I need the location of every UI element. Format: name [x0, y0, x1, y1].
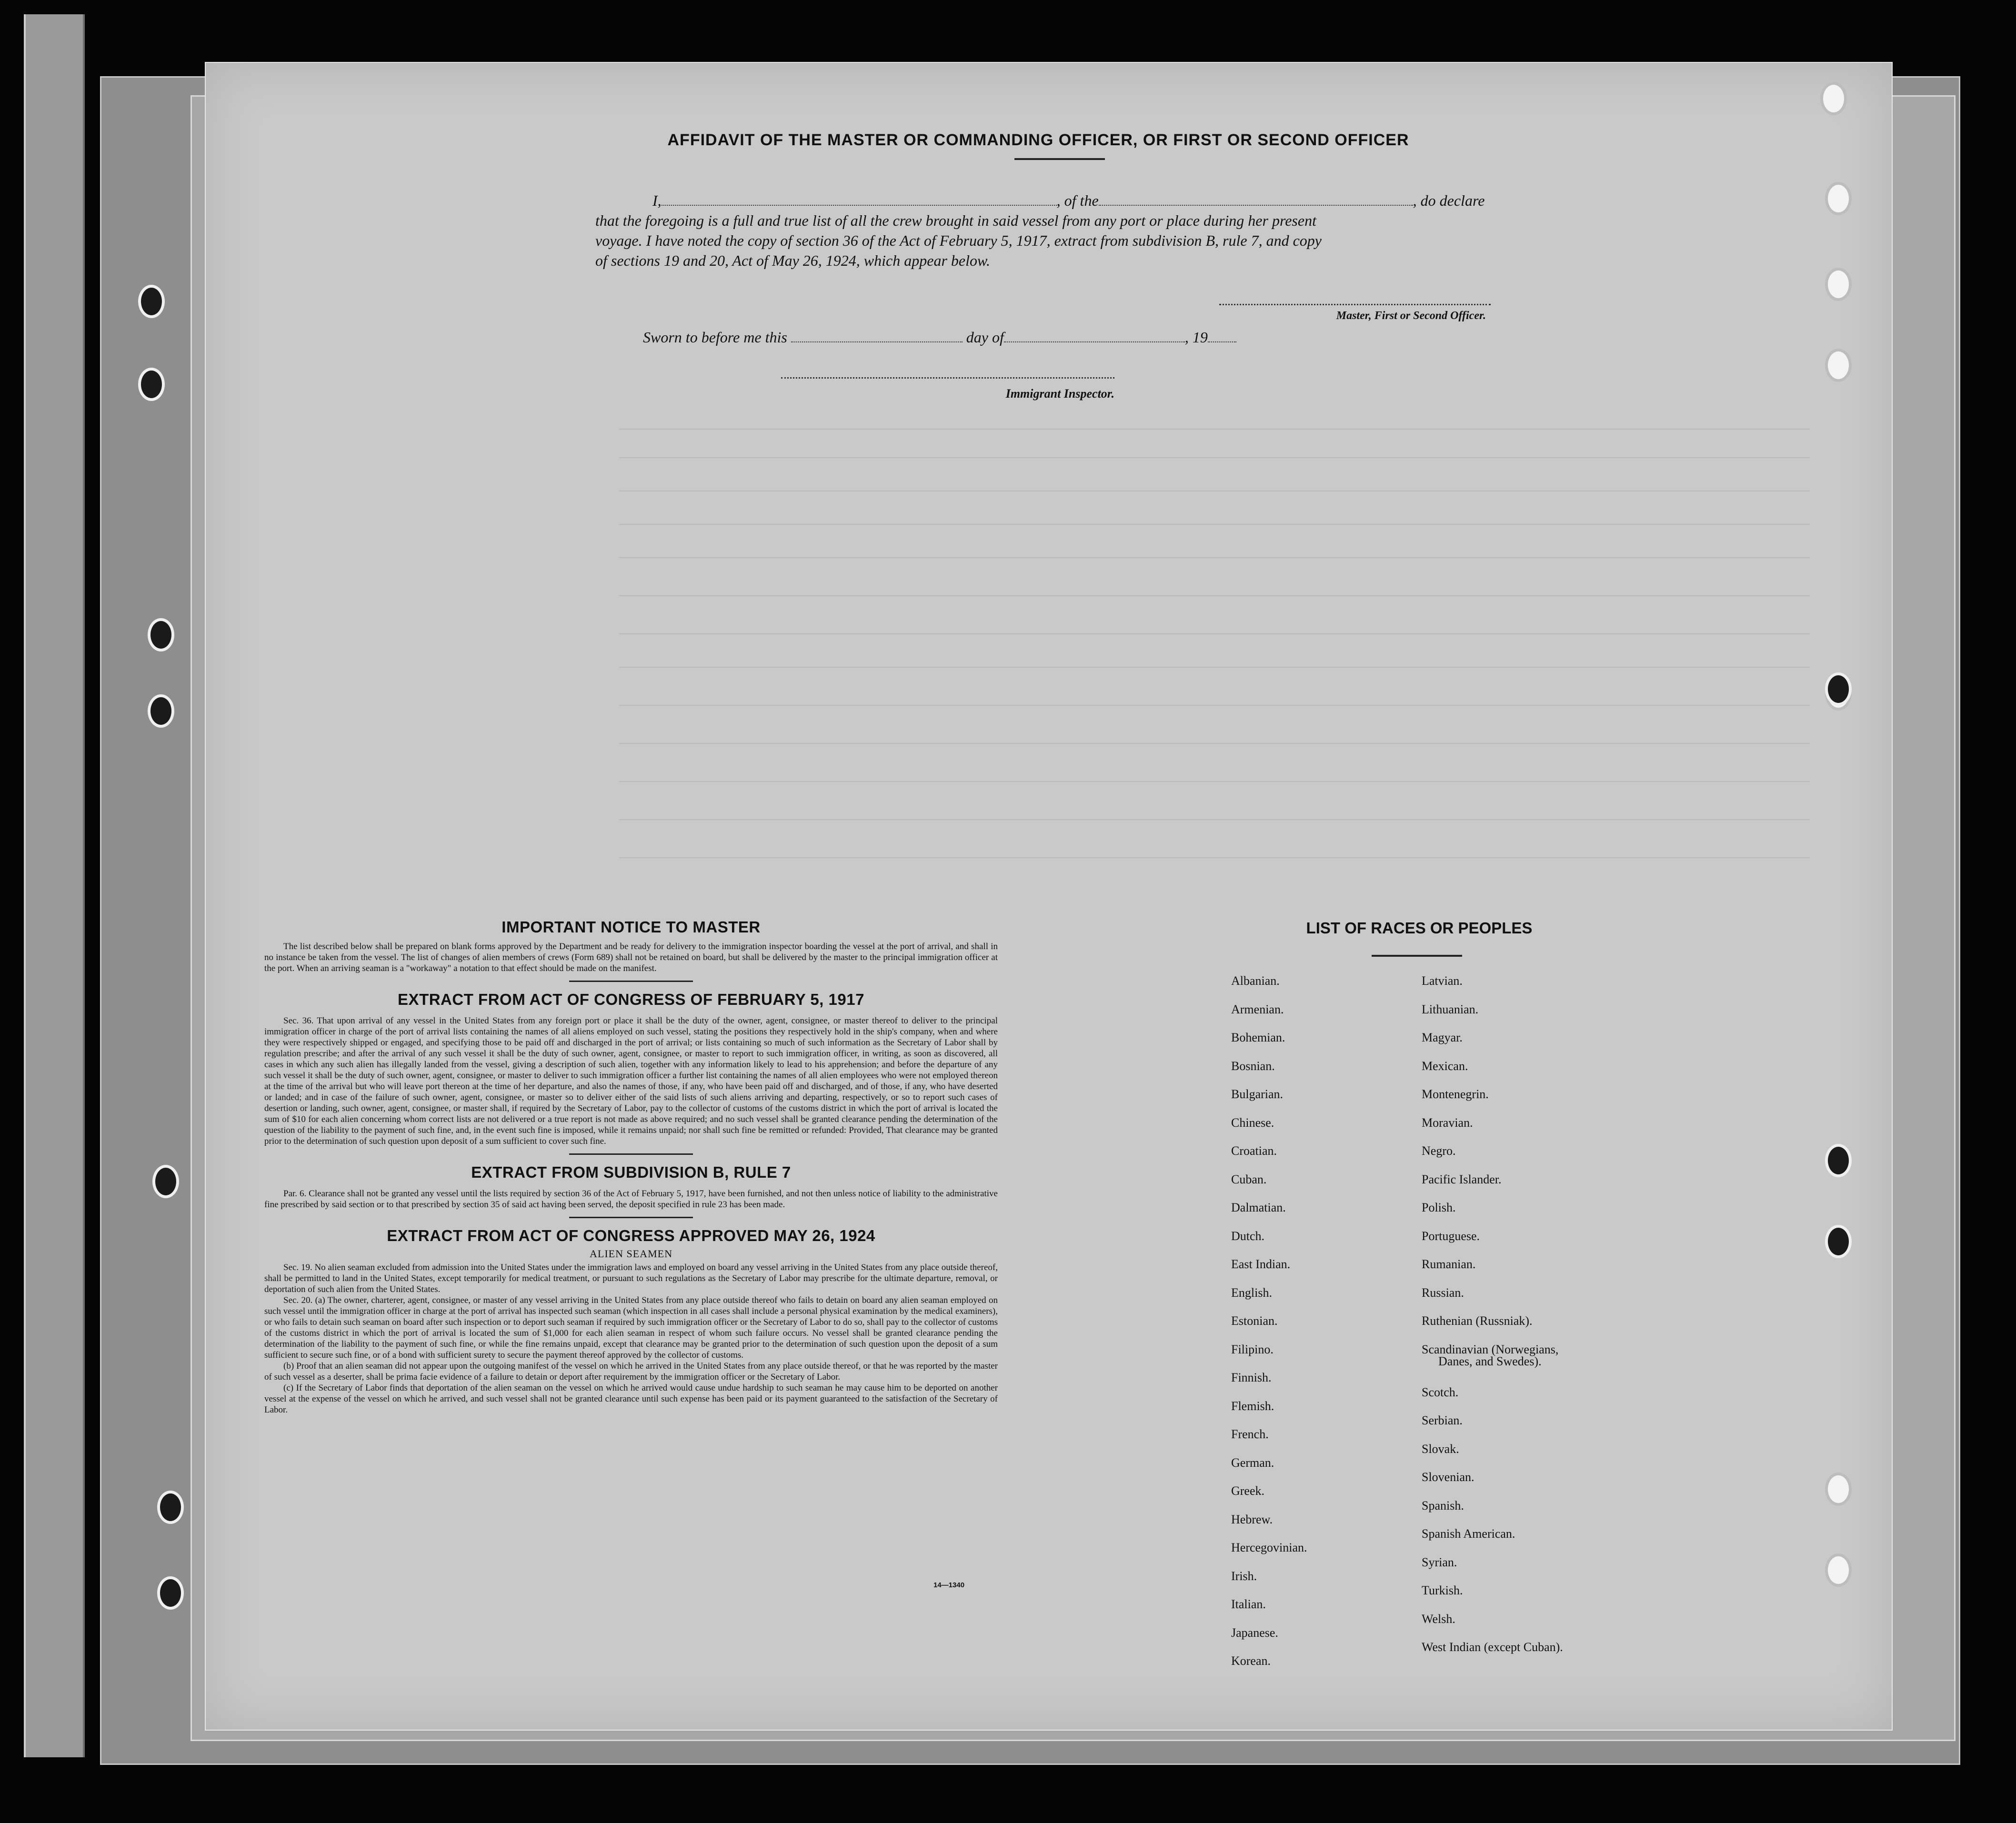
form-number: 14—1340: [933, 1581, 965, 1589]
punch-hole: [1820, 82, 1847, 115]
section-rule: [569, 1153, 693, 1155]
race-item: Bulgarian.: [1231, 1087, 1284, 1101]
races-rule: [1372, 955, 1462, 957]
affidavit-line-2: that the foregoing is a full and true list of all the crew brought in said vessel from any port or place during her present: [595, 212, 1316, 229]
sworn-month-blank[interactable]: [1004, 341, 1185, 342]
race-item: Armenian.: [1231, 1002, 1284, 1016]
affidavit-line-3: voyage. I have noted the copy of section 36 of the Act of February 5, 1917, extract from subdivision B, rule 7, and copy: [595, 232, 1322, 249]
punch-hole: [1825, 1144, 1852, 1177]
race-item: Portuguese.: [1422, 1229, 1480, 1243]
vessel-blank[interactable]: [1099, 205, 1413, 206]
race-item: Spanish American.: [1422, 1527, 1515, 1541]
rule7-body: Par. 6. Clearance shall not be granted any vessel until the lists required by section 36 of the Act of February 5, 1917, have been furnished, and not then unless notice of liability to the administrative fine prescribed by said section or to that prescribed by section 35 of said act having been served, the deposit specified in rule 23 has been made.: [264, 1189, 998, 1210]
notice-title: IMPORTANT NOTICE TO MASTER: [501, 918, 761, 936]
punch-hole: [148, 694, 174, 728]
affidavit-title: AFFIDAVIT OF THE MASTER OR COMMANDING OFFICER, OR FIRST OR SECOND OFFICER: [667, 131, 1409, 149]
sec20b-body: (b) Proof that an alien seaman did not appear upon the outgoing manifest of the vessel on which he arrived in the United States from any place outside thereof, or that he was reported by the master of such vessel as a deserter, shall be prima facie evidence of a failure to detain or deport after requirement by the immigration officer or the Secretary of Labor.: [264, 1361, 998, 1382]
punch-hole: [1825, 672, 1852, 706]
race-item: Negro.: [1422, 1144, 1456, 1158]
punch-hole: [1825, 268, 1852, 301]
race-item: Lithuanian.: [1422, 1002, 1479, 1016]
affidavit-line-1: [595, 190, 1524, 210]
race-item: Cuban.: [1231, 1172, 1267, 1186]
punch-hole: [157, 1576, 184, 1610]
race-item: Bohemian.: [1231, 1031, 1285, 1044]
race-item: Rumanian.: [1422, 1257, 1476, 1271]
sec20c-body: (c) If the Secretary of Labor finds that deportation of the alien seaman on the vessel on which he arrived would cause undue hardship to such seaman he may cause him to be deported on another vessel at the expense of the vessel on which he arrived, and such vessel shall not be granted clearance until such expense has been paid or its payment guaranteed to the satisfaction of the Secretary of Labor.: [264, 1383, 998, 1415]
affidavit-of-the: , of the: [1056, 192, 1099, 209]
race-item: Chinese.: [1231, 1115, 1274, 1130]
sec20a-body: Sec. 20. (a) The owner, charterer, agent, consignee, or master of any vessel arriving in the United States from any place outside thereof who fails to detain on board any alien seaman employed on such vessel until the immigration officer in charge at the port of arrival has inspected such seaman (which inspection in all cases shall include a personal physical examination by the medical examiners), or who fails to detain such seaman on board after such inspection or to deport such seaman if required by such immigration officer or the Secretary of Labor to do so, shall pay to the collector of customs of the customs district in which the port of arrival is located the sum of $1,000 for each alien seaman in respect of whom such failure occurs. No vessel shall be granted clearance pending the determination of the liability to the payment of such fine, or while the fine remains unpaid, except that clearance may be granted prior to the determination of such question upon the deposit of a sum sufficient to secure such fine, or of a bond with sufficient surety to secure the payment thereof approved by the collector of customs.: [264, 1295, 998, 1360]
race-item: Albanian.: [1231, 974, 1280, 988]
punch-hole: [1825, 1553, 1852, 1587]
race-item: Greek.: [1231, 1484, 1265, 1498]
section-rule: [569, 981, 693, 982]
race-item: Russian.: [1422, 1285, 1464, 1300]
extract-1917-body: Sec. 36. That upon arrival of any vessel in the United States from any foreign port or place it shall be the duty of the owner, agent, consignee, or master thereof to deliver to the principal immigration officer in charge of the port of arrival lists containing the names of all aliens employed on such vessel, stating the positions they respectively hold in the ship's company, when and where they were respectively shipped or engaged, and specifying those to be paid off and discharged in the port of arrival; or lists containing so much of such information as the Secretary of Labor shall by regulation prescribe; and after the arrival of any such vessel it shall be the duty of such owner, agent, consignee, or master to report to such immigration officer, in writing, as soon as discovered, all cases in which any such alien has illegally landed from the vessel, giving a description of such alien, together with any information likely to lead to his apprehension; and before the departure of any such vessel it shall be the duty of such owner, agent, consignee, or master to deliver to such immigration officer a further list containing the names of all alien employees who were not employed thereon at the time of the arrival but who will leave port thereon at the time of her departure, and also the names of those, if any, who have been paid off and discharged, and of those, if any, who have deserted or landed; and in case of the failure of such owner, agent, consignee, or master so to deliver either of the said lists of such aliens arriving and departing, respectively, or so to report such cases of desertion or landing, such owner, agent, consignee, or master shall, if required by the Secretary of Labor, pay to the collector of customs of the customs district in which the port of arrival is located the sum of $10 for each alien concerning whom correct lists are not delivered or a true report is not made as above required; and no such vessel shall be granted clearance pending the determination of the question of the liability to the payment of such fine, and, in the event such fine is imposed, while it remains unpaid; nor shall such fine be remitted or refunded: Provided, That clearance may be granted prior to the determination of such question upon deposit of a sum sufficient to cover such fine.: [264, 1016, 998, 1146]
race-item: Japanese.: [1231, 1625, 1278, 1640]
race-item: French.: [1231, 1427, 1269, 1441]
sworn-year-blank[interactable]: [1208, 341, 1236, 342]
title-rule: [1014, 158, 1105, 160]
race-item: Dalmatian.: [1231, 1201, 1286, 1214]
binder-strip: [24, 14, 85, 1757]
races-column-2: [1422, 967, 1707, 1662]
race-item: Hercegovinian.: [1231, 1541, 1307, 1554]
race-item: Spanish.: [1422, 1498, 1464, 1512]
punch-hole: [148, 618, 174, 651]
section-rule: [569, 1217, 693, 1218]
race-item: Serbian.: [1422, 1413, 1463, 1427]
name-blank[interactable]: [662, 205, 1057, 206]
race-item: Pacific Islander.: [1422, 1172, 1502, 1186]
sec19-body: Sec. 19. No alien seaman excluded from admission into the United States under the immigration laws and employed on board any vessel arriving in the United States from any place outside thereof, shall be permitted to land in the United States, except temporarily for medical treatment, or pursuant to such regulations as the Secretary of Labor may prescribe for the ultimate departure, removal, or deportation of such alien from the United States.: [264, 1262, 998, 1294]
race-item: Polish.: [1422, 1201, 1456, 1214]
race-item: Magyar.: [1422, 1031, 1463, 1044]
master-signature-line[interactable]: [1219, 304, 1491, 305]
notice-section: [264, 918, 998, 1415]
race-item: English.: [1231, 1285, 1272, 1300]
affidavit-line-4: of sections 19 and 20, Act of May 26, 1924, which appear below.: [595, 252, 990, 269]
race-item: Syrian.: [1422, 1555, 1457, 1569]
race-item: Croatian.: [1231, 1144, 1277, 1158]
race-item: Moravian.: [1422, 1115, 1473, 1130]
race-item: Finnish.: [1231, 1371, 1272, 1384]
punch-hole: [1825, 349, 1852, 382]
race-item: East Indian.: [1231, 1257, 1291, 1271]
race-item: Welsh.: [1422, 1612, 1455, 1626]
punch-hole: [138, 368, 165, 401]
race-item: German.: [1231, 1455, 1274, 1470]
race-item: Dutch.: [1231, 1229, 1265, 1243]
race-item: Mexican.: [1422, 1059, 1468, 1073]
punch-hole: [157, 1491, 184, 1524]
sworn-day-blank[interactable]: [791, 341, 963, 342]
race-item: Montenegrin.: [1422, 1087, 1489, 1101]
master-signature-label: Master, First or Second Officer.: [1336, 310, 1486, 322]
race-item: Slovenian.: [1422, 1470, 1474, 1484]
race-item: Korean.: [1231, 1654, 1271, 1668]
punch-hole: [1825, 182, 1852, 215]
race-item: Filipino.: [1231, 1342, 1274, 1356]
race-item: West Indian (except Cuban).: [1422, 1640, 1563, 1654]
affidavit-declare: , do declare: [1413, 192, 1485, 209]
race-item: Bosnian.: [1231, 1059, 1275, 1073]
race-item: Danes, and Swedes).: [1438, 1354, 1542, 1368]
punch-hole: [1825, 1225, 1852, 1258]
punch-hole: [152, 1165, 179, 1198]
race-item: Ruthenian (Russniak).: [1422, 1314, 1533, 1328]
sworn-line: [643, 329, 1310, 346]
inspector-label: Immigrant Inspector.: [1005, 387, 1114, 401]
extract-1917-title: EXTRACT FROM ACT OF CONGRESS OF FEBRUARY 5, 1917: [398, 991, 864, 1008]
punch-hole: [1825, 1472, 1852, 1506]
affidavit-i: I,: [652, 192, 662, 209]
race-item: Irish.: [1231, 1569, 1257, 1583]
race-item: Estonian.: [1231, 1314, 1278, 1328]
sworn-day-of: day of: [966, 329, 1004, 346]
race-item: Flemish.: [1231, 1399, 1274, 1413]
races-title: LIST OF RACES OR PEOPLES: [1306, 919, 1533, 937]
race-item: Italian.: [1231, 1597, 1266, 1611]
sworn-year-prefix: , 19: [1184, 329, 1208, 346]
punch-hole: [138, 285, 165, 318]
race-item: Scandinavian (Norwegians,: [1422, 1342, 1559, 1356]
race-item: Hebrew.: [1231, 1512, 1273, 1526]
alien-seamen-subtitle: ALIEN SEAMEN: [590, 1248, 672, 1260]
race-item: Latvian.: [1422, 974, 1463, 988]
race-item: Scotch.: [1422, 1385, 1459, 1399]
race-item: Turkish.: [1422, 1583, 1463, 1597]
extract-1924-title: EXTRACT FROM ACT OF CONGRESS APPROVED MAY 26, 1924: [387, 1227, 875, 1244]
notice-body: The list described below shall be prepared on blank forms approved by the Department and be ready for delivery to the immigration inspector boarding the vessel at the port of arrival, and shall in no instance be taken from the vessel. The list of changes of alien members of crews (Form 689) shall not be retained on board, but shall be delivered by the master to the principal immigration officer at the port. When an arriving seaman is a "workaway" a notation to that effect should be made on the manifest.: [264, 942, 998, 973]
inspector-signature-line[interactable]: [781, 377, 1114, 379]
race-item: Slovak.: [1422, 1442, 1459, 1456]
rule7-title: EXTRACT FROM SUBDIVISION B, RULE 7: [471, 1163, 791, 1181]
sworn-text: Sworn to before me this: [643, 329, 787, 346]
